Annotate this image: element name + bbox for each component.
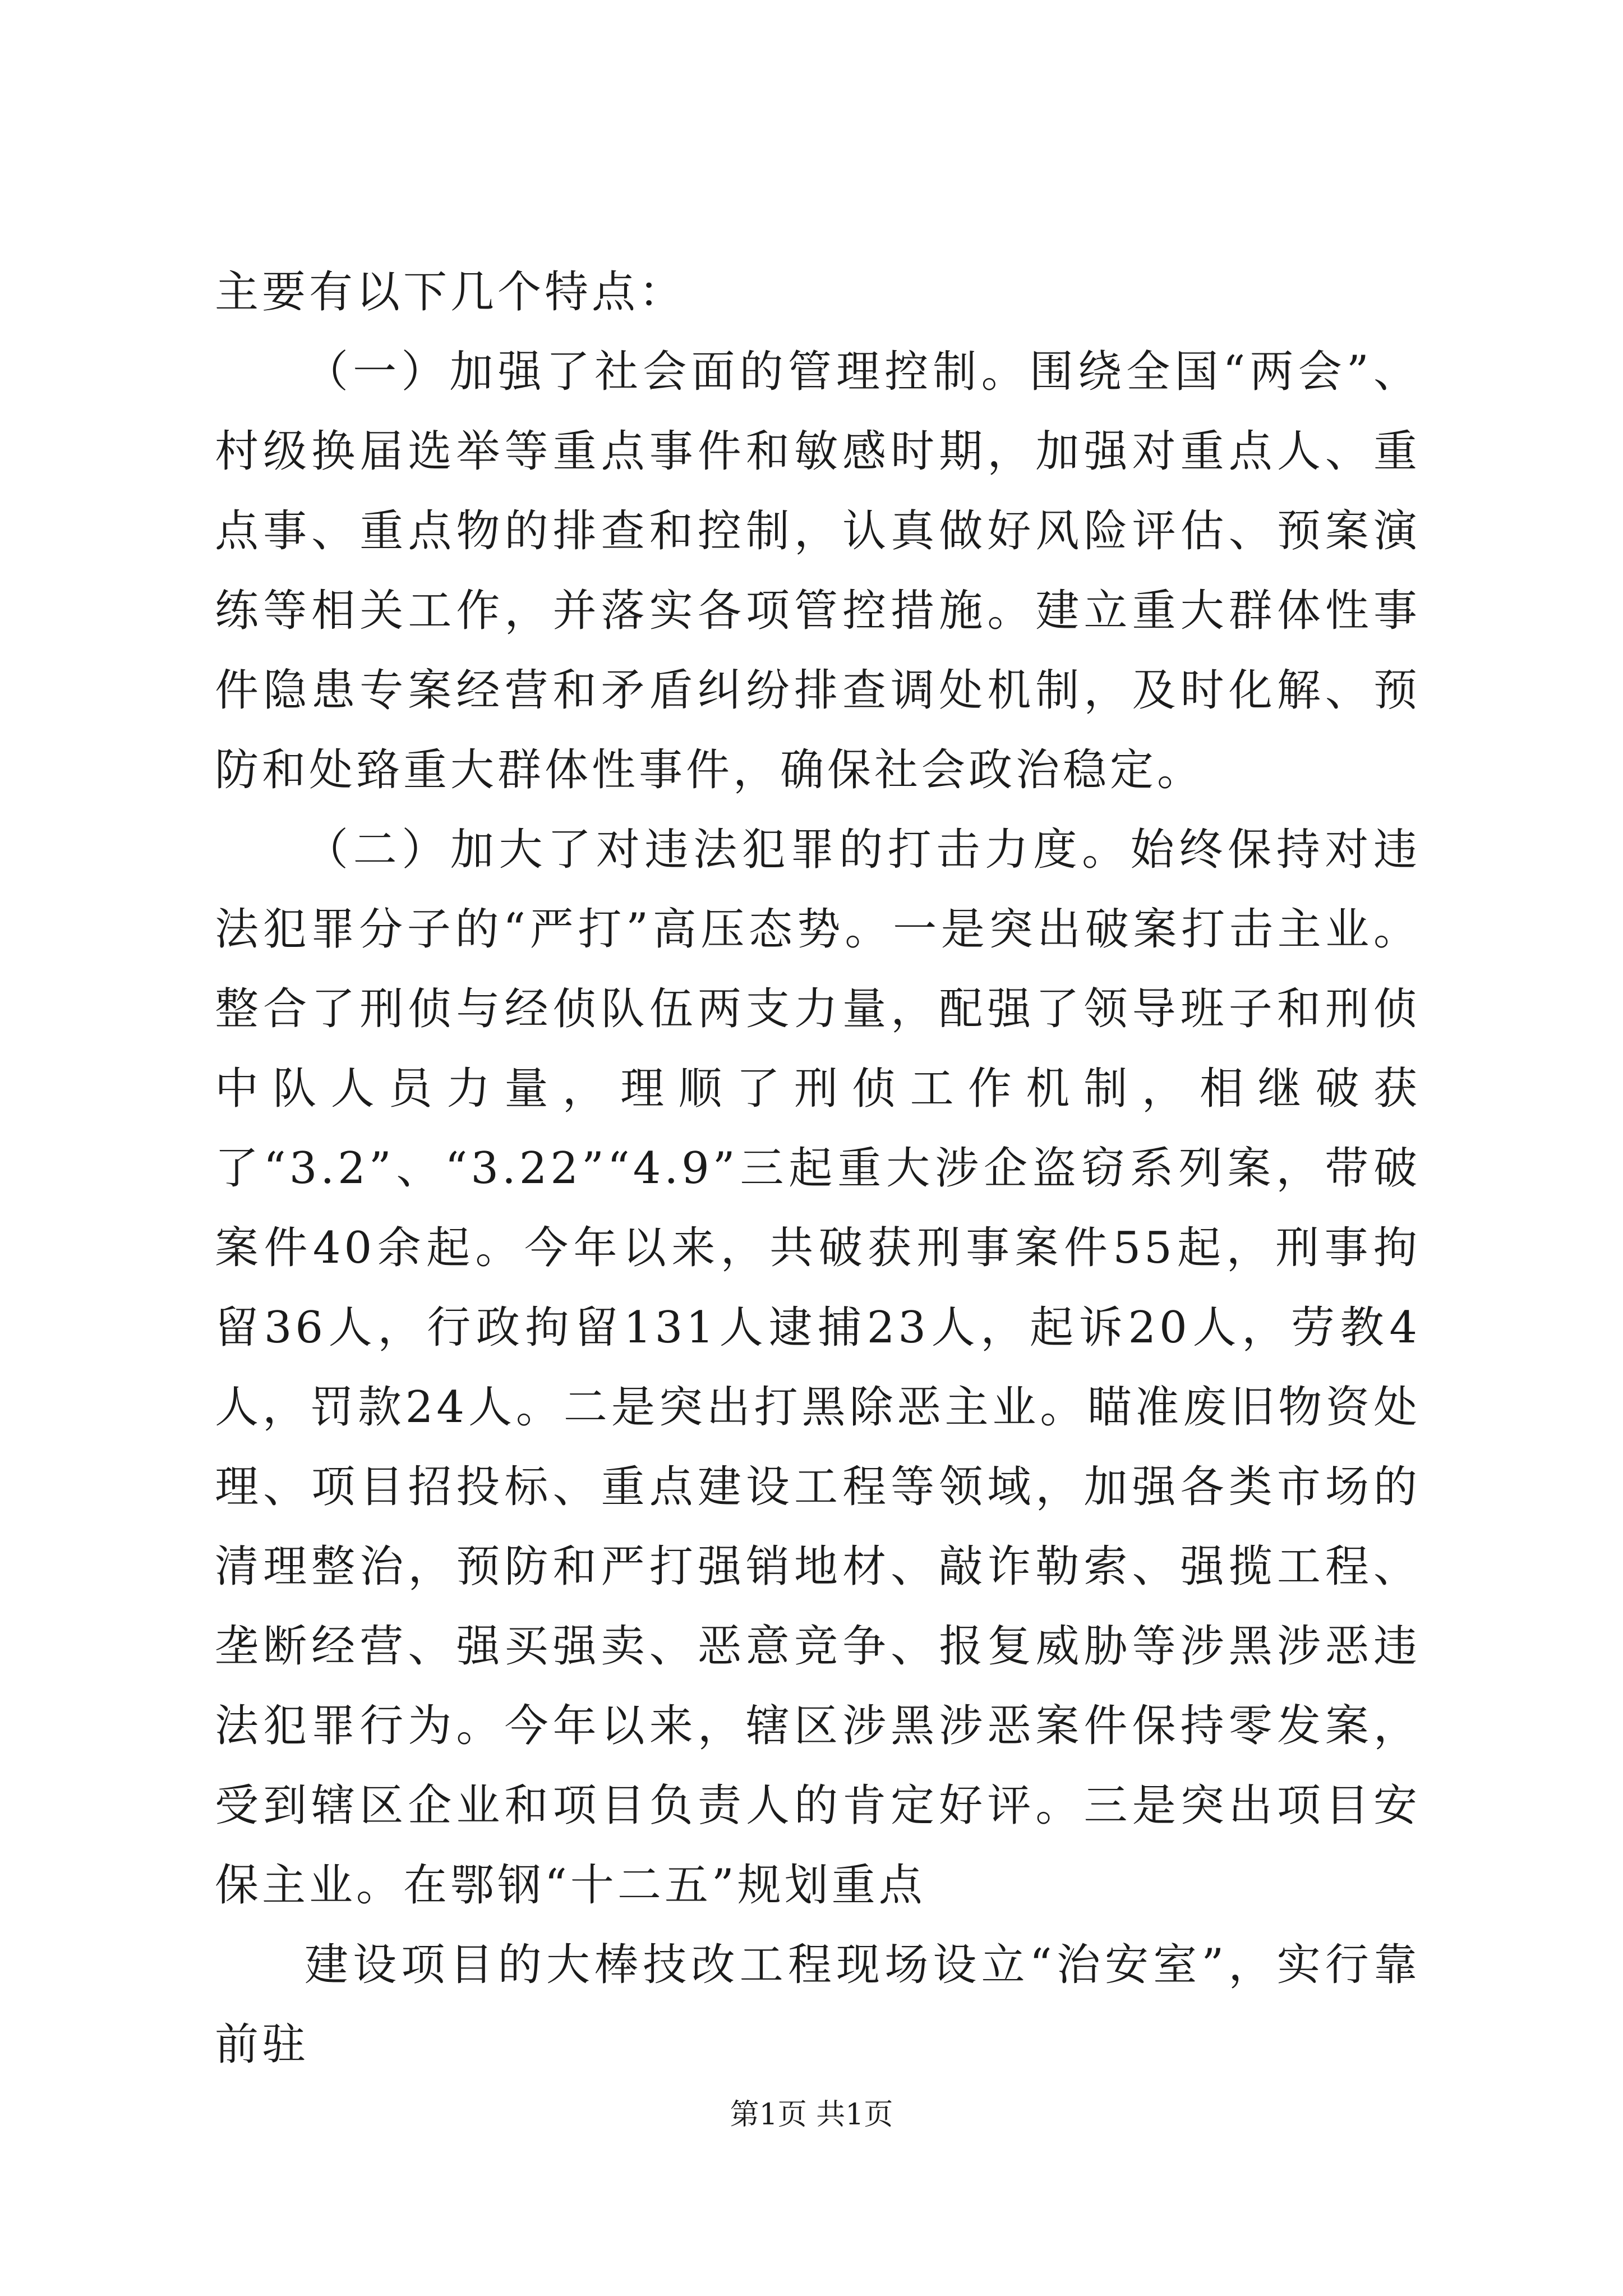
paragraph-section-2: （二）加大了对违法犯罪的打击力度。始终保持对违法犯罪分子的“严打”高压态势。一是突出破案打击主业。整合了刑侦与经侦队伍两支力量，配强了领导班子和刑侦中队人员力量，理顺了刑侦工作机制，相继破获了“3.2”、“3.22”“4.9”三起重大涉企盗窃系列案，带破案件40余起。今年以来，共破获刑事案件55起，刑事拘留36人，行政拘留131人逮捕23人，起诉20人，劳教4人，罚款24人。二是突出打黑除恶主业。瞄准废旧物资处理、项目招投标、重点建设工程等领域，加强各类市场的清理整治，预防和严打强销地材、敲诈勒索、强揽工程、垄断经营、强买强卖、恶意竞争、报复威胁等涉黑涉恶违法犯罪行为。今年以来，辖区涉黑涉恶案件保持零发案，受到辖区企业和项目负责人的肯定好评。三是突出项目安保主业。在鄂钢“十二五”规划重点 xyxy=(215,825,1421,1911)
paragraph-section-1: （一）加强了社会面的管理控制。围绕全国“两会”、村级换届选举等重点事件和敏感时期，加强对重点人、重点事、重点物的排查和控制，认真做好风险评估、预案演练等相关工作，并落实各项管控措施。建立重大群体性事件隐患专案经营和矛盾纠纷排查调处机制，及时化解、预防和处臵重大群体性事件，确保社会政治稳定。 xyxy=(215,347,1421,795)
page-number-label: 第1页 共1页 xyxy=(730,2098,893,2132)
paragraph-continuation: 建设项目的大棒技改工程现场设立“治安室”，实行靠前驻 xyxy=(215,1940,1421,2070)
document-body xyxy=(215,252,1421,2085)
page-footer xyxy=(0,2092,1623,2137)
paragraph-intro: 主要有以下几个特点： xyxy=(215,267,686,318)
